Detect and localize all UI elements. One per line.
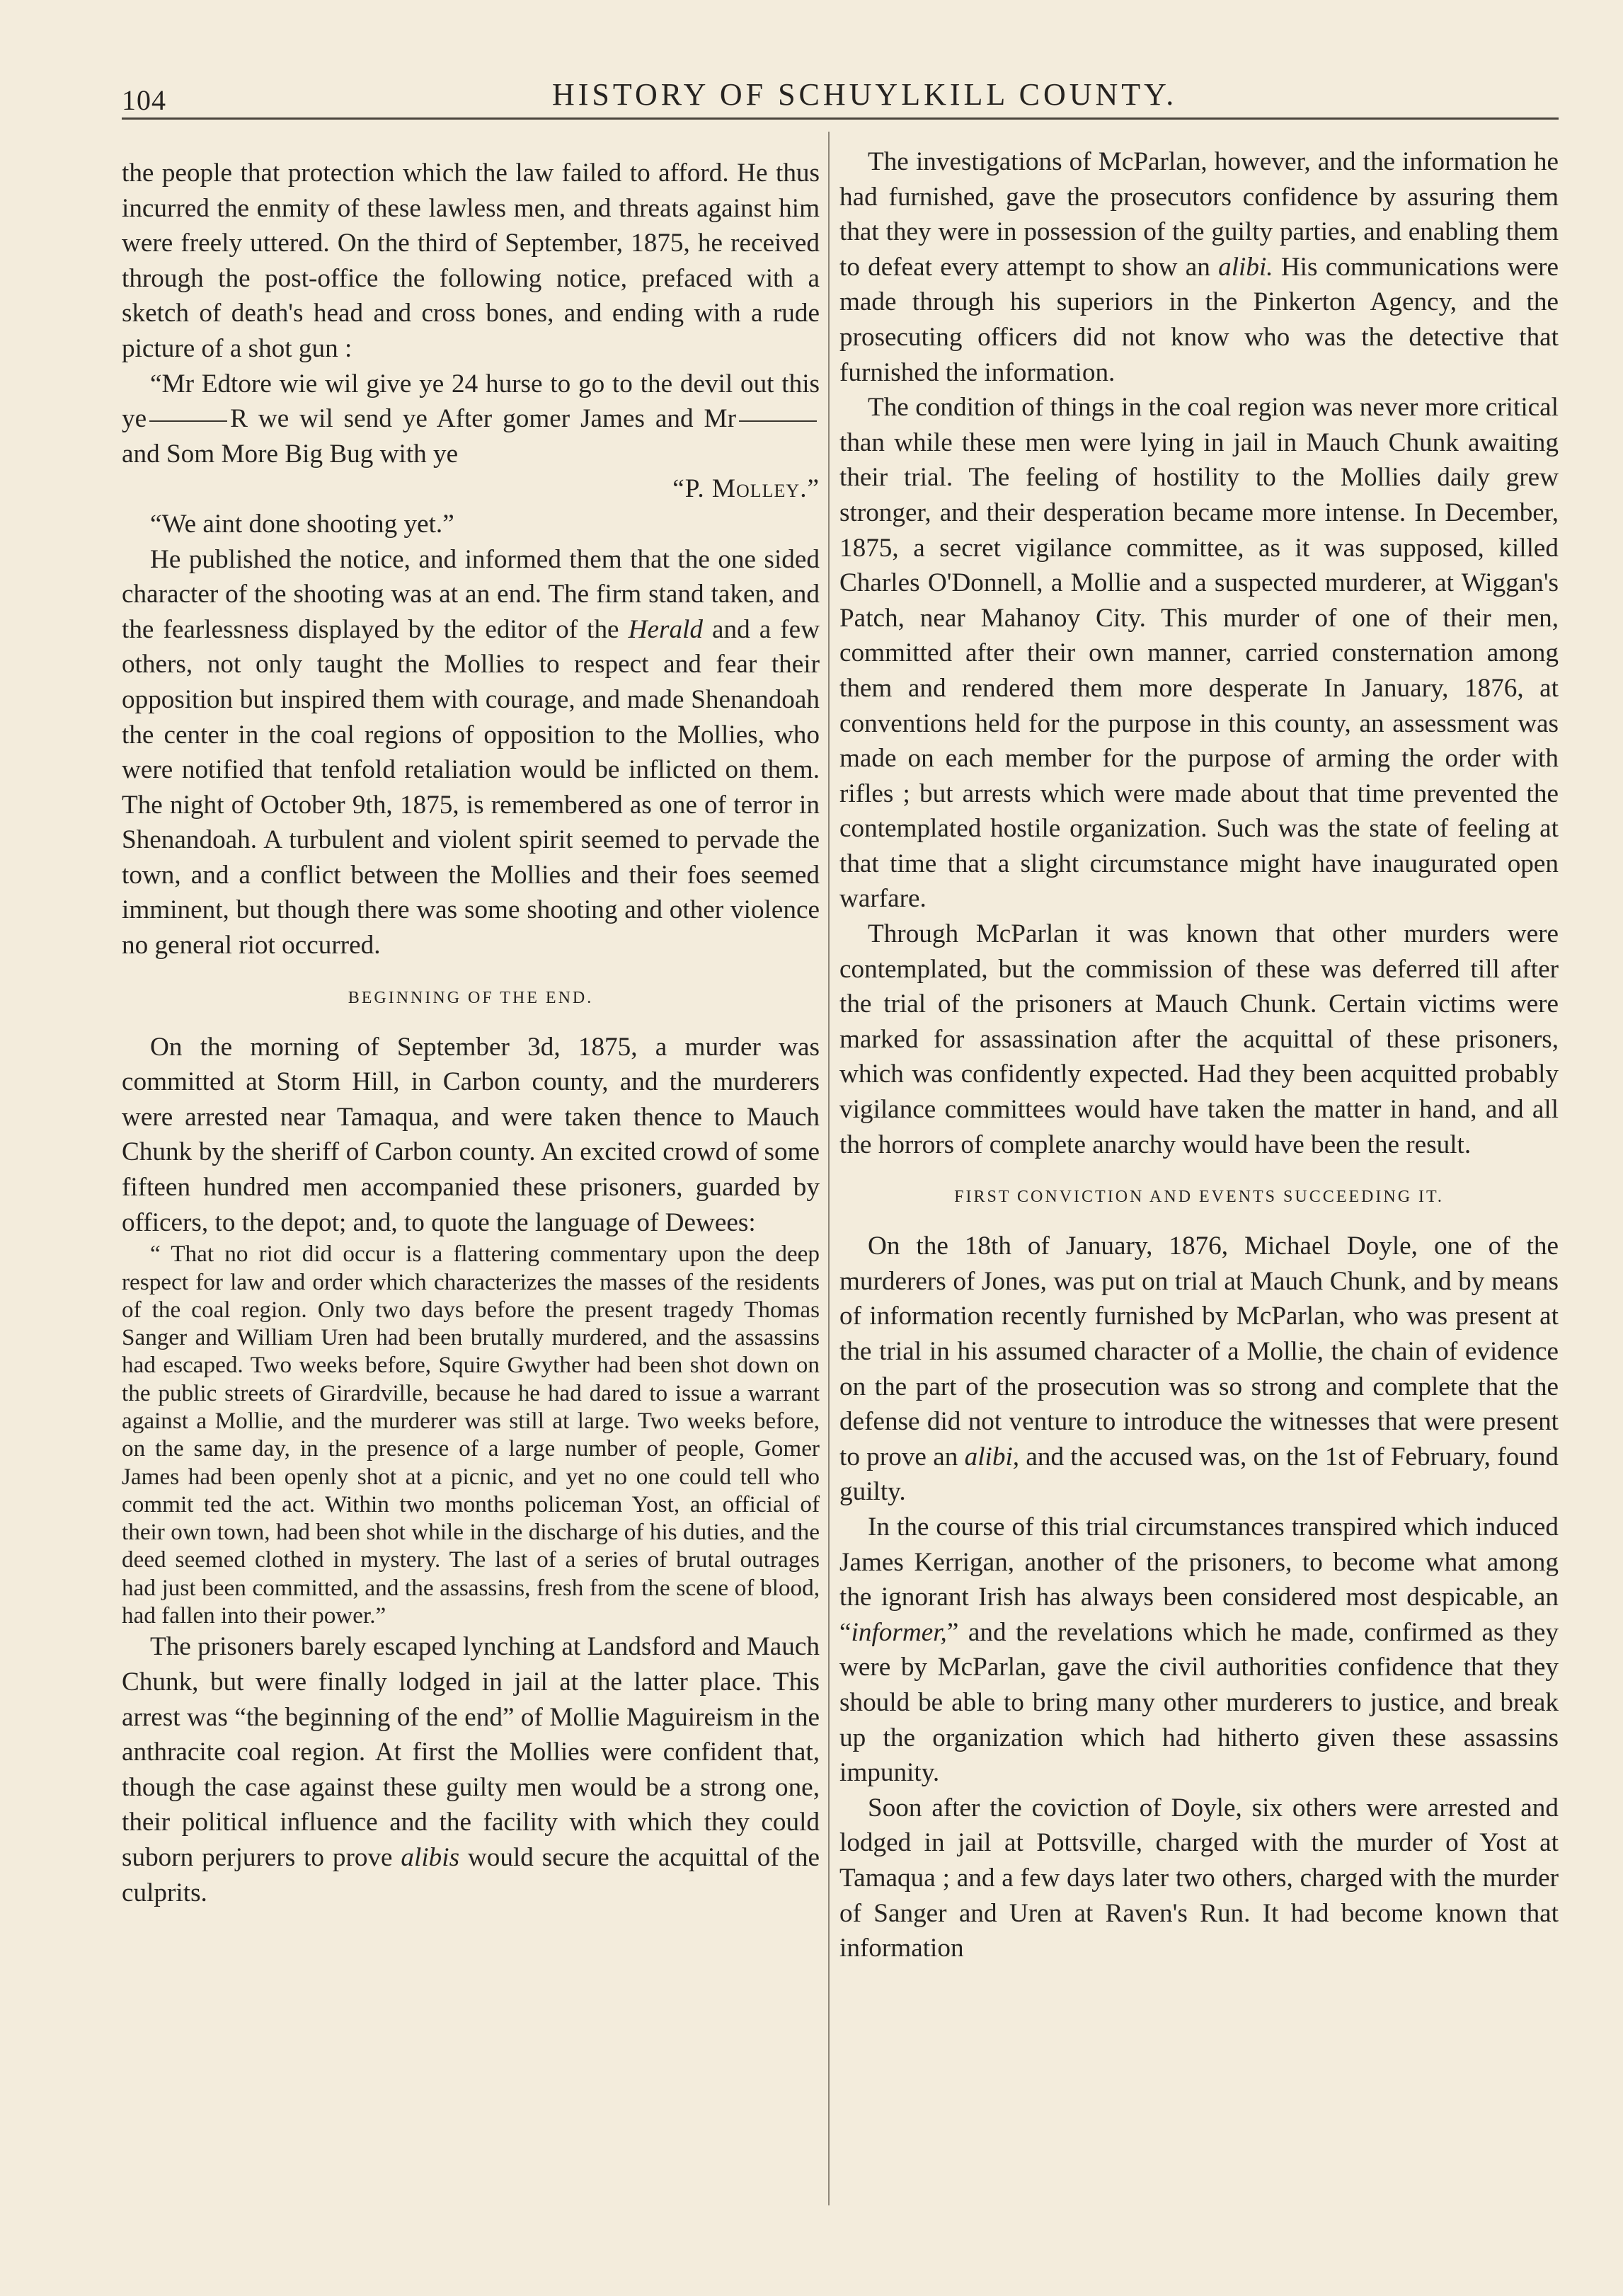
paragraph: Soon after the coviction of Doyle, six others were arrested and lodged in jail at Pottsville, charged with the murder of Yost at Tamaqua ; and a few days later two others, charged with the murder of Sanger and Uren at Raven's Run. It had become known that information [839,1793,1559,1963]
paragraph: Through McParlan it was known that other murders were contemplated, but the commission of these was deferred till after the trial of the prisoners at Mauch Chunk. Certain victims were marked for assassination after the acquittal of these prisoners, which was confidently expected. Had they been acquitted probably vigilance committees would have taken the matter in hand, and all the horrors of complete anarchy would have been the result. [839,919,1559,1159]
notice-line: R we wil send ye After gomer James and Mr [230,404,736,434]
paragraph [122,1629,820,1910]
notice-text [122,367,820,472]
paragraph [839,1510,1559,1791]
running-title: HISTORY OF SCHUYLKILL COUNTY. [552,77,1178,112]
paragraph-text: would secure the acquittal of the culprits. [122,1842,820,1907]
paragraph-text: The investigations of McParlan, however, and the information he had furnished, gave the prosecutors confidence by assuring them that they were in possession of the guilty parties, and enabling them to defeat every attempt to show an [839,147,1559,282]
paragraph-text: In the course of this trial circumstances transpired which induced James Kerrigan, another of the prisoners, to become what among the ignorant Irish has always been considered most despicable, an “ [839,1512,1559,1647]
paragraph: the people that protection which the law failed to afford. He thus incurred the enmity of these lawless men, and threats against him were freely uttered. On the third of September, 1875, he received through the post-office the following notice, prefaced with a sketch of death's head and cross bones, and ending with a rude picture of a shot gun : [122,159,820,363]
notice-blank [739,420,817,422]
paragraph-text: and the accused was, on the 1st of February, found guilty. [839,1442,1559,1507]
section-heading: FIRST CONVICTION AND EVENTS SUCCEEDING IT. [954,1188,1444,1207]
italic-text: alibis [401,1842,460,1872]
notice-line: “Mr Edtore wie wil give ye 24 hurse to go to the devil out this ye [122,369,820,434]
paragraph [839,144,1559,390]
block-quote: “ That no riot did occur is a flattering commentary upon the deep respect for law and order which characterizes the masses of the residents of the coal region. Only two days before the present tragedy Thomas Sanger and William Uren had been brutally murdered, and the assassins had escaped. Two weeks before, Squire Gwyther had been shot down on the public streets of Girardville, because he had dared to issue a warrant against a Mollie, and the murderer was still at large. Two weeks before, on the same day, in the presence of a large number of people, Gomer James had been openly shot at a picnic, and yet no one could tell who commit ted the act. Within two months policeman Yost, an official of their own town, had been shot while in the discharge of his duties, and the deed seemed clothed in mystery. The last of a series of brutal outrages had just been committed, and the assassins, fresh from the scene of blood, had fallen into their power.” [122,1241,820,1629]
notice-blank [149,420,227,422]
paragraph [122,542,820,963]
paragraph [839,1229,1559,1510]
paragraph-text: On the 18th of January, 1876, Michael Doyle, one of the murderers of Jones, was put on trial at Mauch Chunk, and by means of information recently furnished by McParlan, who was present at the trial in his assumed character of a Mollie, the chain of evidence on the part of the prosecution was so strong and complete that the defense did not venture to introduce the witnesses that were present to prove an [839,1232,1559,1471]
italic-text: informer, [851,1617,947,1647]
column-divider [828,132,830,2205]
paragraph-text: His communications were made through his superiors in the Pinkerton Agency, and the prosecuting officers did not know who was the detective that furnished the information. [839,252,1559,387]
italic-text: Herald [628,614,703,644]
page-number: 104 [122,84,166,116]
notice-signature: “P. Molley.” [672,474,820,504]
paragraph-text: ” and the revelations which he made, confirmed as they were by McParlan, gave the civil authorities confidence that they should be able to bring many other murderers to justice, and break up the organization which had hitherto given these assassins impunity. [839,1617,1559,1788]
italic-text: alibi, [964,1442,1020,1471]
paragraph-text: He published the notice, and informed them that the one sided character of the shooting was at an end. The firm stand taken, and the fearlessness displayed by the editor of the [122,544,820,644]
paragraph: On the morning of September 3d, 1875, a murder was committed at Storm Hill, in Carbon county, and the murderers were arrested near Tamaqua, and were taken thence to Mauch Chunk by the sheriff of Carbon county. An excited crowd of some fifteen hundred men accompanied these prisoners, guarded by officers, to the depot; and, to quote the language of Dewees: [122,1032,820,1237]
paragraph-text: and a few others, not only taught the Mollies to respect and fear their opposition but inspired them with courage, and made Shenandoah the center in the coal regions of opposition to the Mollies, who were notified that tenfold retaliation would be inflicted on them. The night of October 9th, 1875, is remembered as one of terror in Shenandoah. A turbulent and violent spirit seemed to pervade the town, and a conflict between the Mollies and their foes seemed imminent, but though there was some shooting and other violence no general riot occurred. [122,614,820,960]
notice-line: and Som More Big Bug with ye [122,439,459,469]
paragraph-text: The prisoners barely escaped lynching at Landsford and Mauch Chunk, but were finally lodged in jail at the latter place. This arrest was “the beginning of the end” of Mollie Maguireism in the anthracite coal region. At first the Mollies were confident that, though the case against these guilty men would be a strong one, their political influence and the facility with which they could suborn perjurers to prove [122,1632,820,1872]
right-column [839,144,1559,1966]
notice-postscript: “We aint done shooting yet.” [150,509,454,539]
section-heading: BEGINNING OF THE END. [348,988,594,1007]
left-column [122,156,820,1910]
paragraph: The condition of things in the coal region was never more critical than while these men were lying in jail in Mauch Chunk awaiting their trial. The feeling of hostility to the Mollies daily grew stronger, and their desperation became more intense. In December, 1875, a secret vigilance committee, as it was supposed, killed Charles O'Donnell, a Mollie and a suspected murderer, at Wiggan's Patch, near Mahanoy City. This murder of one of their men, committed after their own manner, carried consternation among them and rendered them more desperate In January, 1876, at conventions held for the purpose in this county, an assessment was made on each member for the purpose of arming the order with rifles ; but arrests which were made about that time prevented the contemplated hostile organization. Such was the state of feeling at that time that a slight circumstance might have inaugurated open warfare. [839,393,1559,914]
italic-text: alibi. [1218,252,1273,282]
header-rule [122,117,1559,120]
